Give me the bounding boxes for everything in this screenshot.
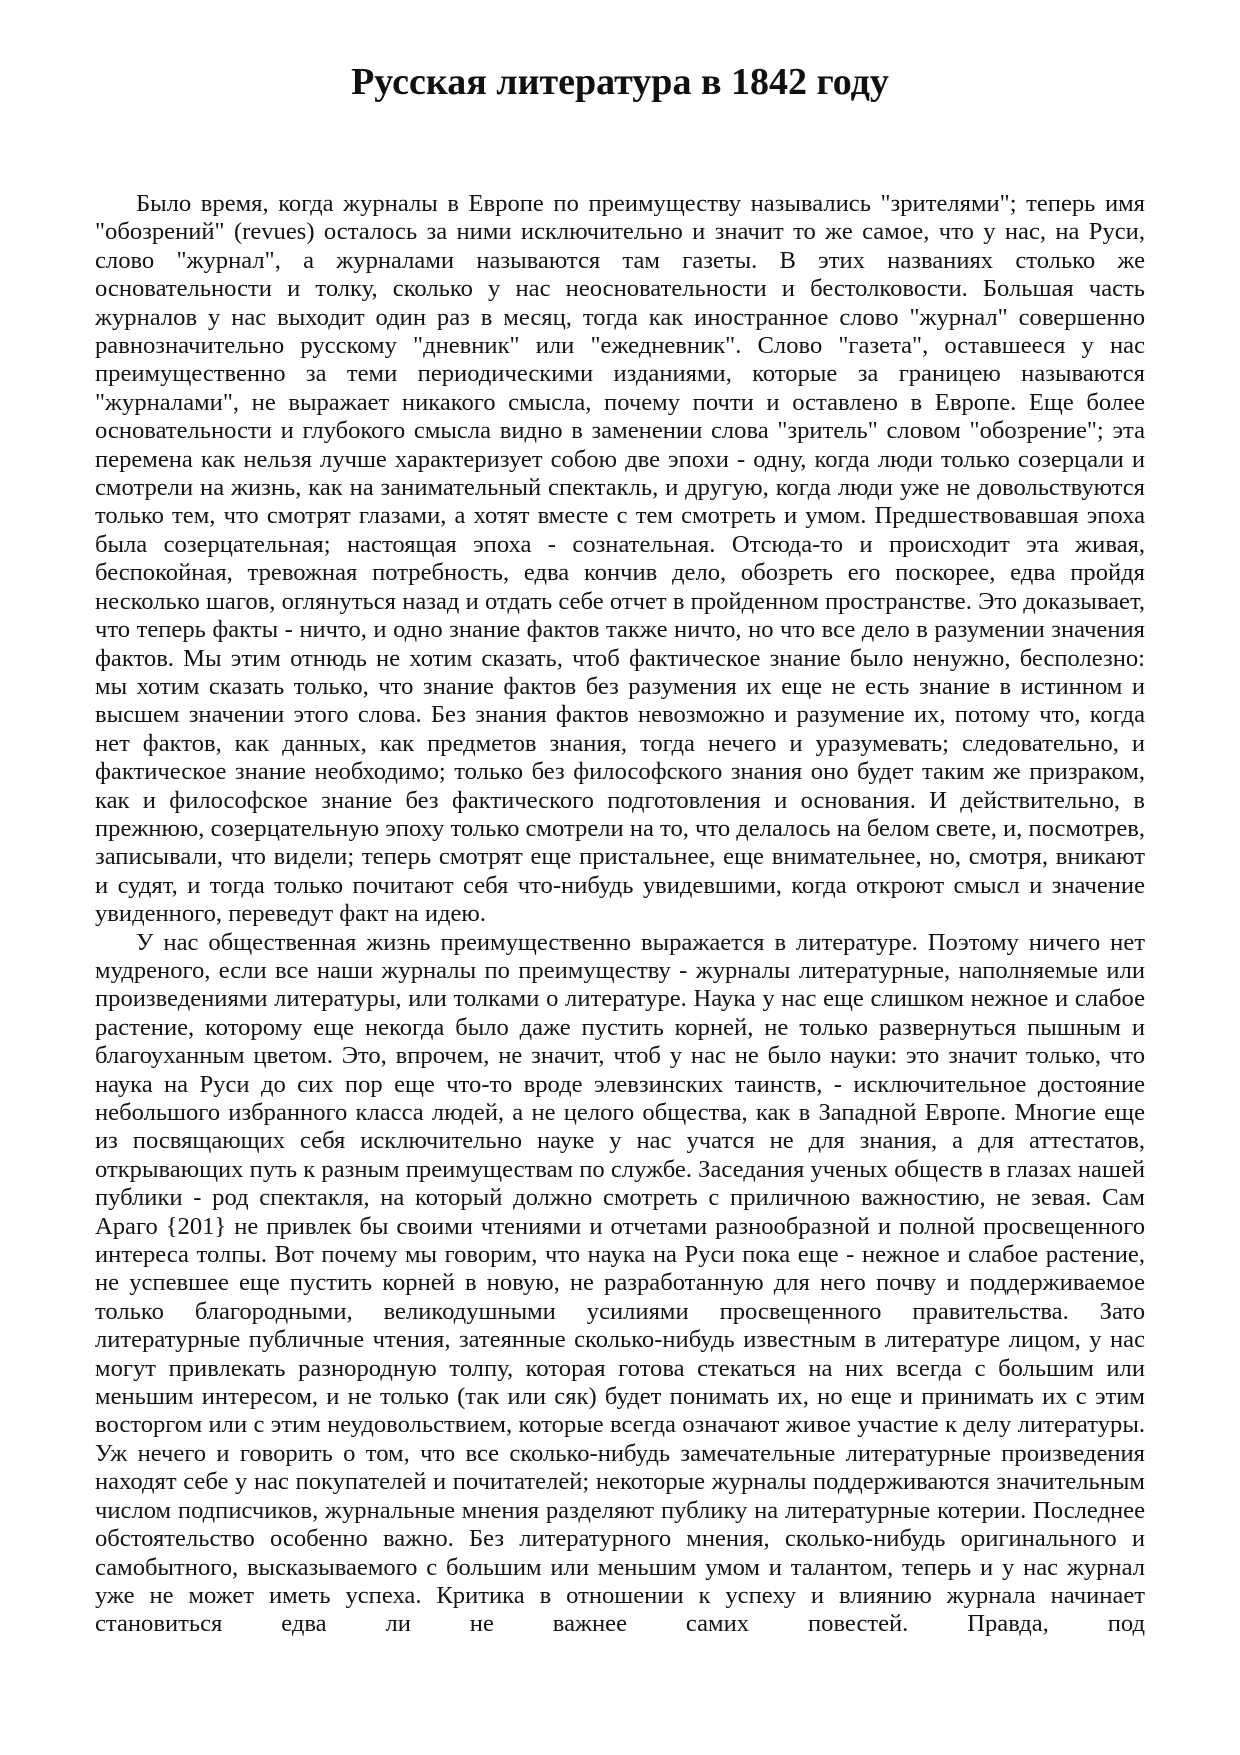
article-body <box>95 190 1145 1639</box>
paragraph-2: У нас общественная жизнь преимущественно выражается в литературе. Поэтому ничего нет мудреного, если все наши журналы по преимуществу - журналы литературные, наполняемые или произведениями литературы, или толками о литературе. Наука у нас еще слишком нежное и слабое растение, которому еще некогда было даже пустить корней, не только развернуться пышным и благоуханным цветом. Это, впрочем, не значит, чтоб у нас не было науки: это значит только, что наука на Руси до сих пор еще что-то вроде элевзинских таинств, - исключительное достояние небольшого избранного класса людей, а не целого общества, как в Западной Европе. Многие еще из посвящающих себя исключительно науке у нас учатся не для знания, а для аттестатов, открывающих путь к разным преимуществам по службе. Заседания ученых обществ в глазах нашей публики - род спектакля, на который должно смотреть с приличною важностию, не зевая. Сам Араго {201} не привлек бы своими чтениями и отчетами разнообразной и полной просвещенного интереса толпы. Вот почему мы говорим, что наука на Руси пока еще - нежное и слабое растение, не успевшее еще пустить корней в новую, не разработанную для него почву и поддерживаемое только благородными, великодушными усилиями просвещенного правительства. Зато литературные публичные чтения, затеянные сколько-нибудь известным в литературе лицом, у нас могут привлекать разнородную толпу, которая готова стекаться на них всегда с большим или меньшим интересом, и не только (так или сяк) будет понимать их, но еще и принимать их с этим восторгом или с этим неудовольствием, которые всегда означают живое участие к делу литературы. Уж нечего и говорить о том, что все сколько-нибудь замечательные литературные произведения находят себе у нас покупателей и почитателей; некоторые журналы поддерживаются значительным числом подписчиков, журнальные мнения разделяют публику на литературные котерии. Последнее обстоятельство особенно важно. Без литературного мнения, сколько-нибудь оригинального и самобытного, высказываемого с большим или меньшим умом и талантом, теперь и у нас журнал уже не может иметь успеха. Критика в отношении к успеху и влиянию журнала начинает становиться едва ли не важнее самих повестей. Правда, под <box>95 928 1145 1638</box>
paragraph-1: Было время, когда журналы в Европе по преимуществу назывались "зрителями"; теперь имя "обозрений" (revues) осталось за ними исключительно и значит то же самое, что у нас, на Руси, слово "журнал", а журналами называются там газеты. В этих названиях столько же основательности и толку, сколько у нас неосновательности и бестолковости. Большая часть журналов у нас выходит один раз в месяц, тогда как иностранное слово "журнал" совершенно равнозначительно русскому "дневник" или "ежедневник". Слово "газета", оставшееся у нас преимущественно за теми периодическими изданиями, которые за границею называются "журналами", не выражает никакого смысла, почему почти и оставлено в Европе. Еще более основательности и глубокого смысла видно в заменении слова "зритель" словом "обозрение"; эта перемена как нельзя лучше характеризует собою две эпохи - одну, когда люди только созерцали и смотрели на жизнь, как на занимательный спектакль, и другую, когда люди уже не довольствуются только тем, что смотрят глазами, а хотят вместе с тем смотреть и умом. Предшествовавшая эпоха была созерцательная; настоящая эпоха - сознательная. Отсюда-то и происходит эта живая, беспокойная, тревожная потребность, едва кончив дело, обозреть его поскорее, едва пройдя несколько шагов, оглянуться назад и отдать себе отчет в пройденном пространстве. Это доказывает, что теперь факты - ничто, и одно знание фактов также ничто, но что все дело в разумении значения фактов. Мы этим отнюдь не хотим сказать, чтоб фактическое знание было ненужно, бесполезно: мы хотим сказать только, что знание фактов без разумения их еще не есть знание в истинном и высшем значении этого слова. Без знания фактов невозможно и разумение их, потому что, когда нет фактов, как данных, как предметов знания, тогда нечего и уразумевать; следовательно, и фактическое знание необходимо; только без философского знания оно будет таким же призраком, как и философское знание без фактического подготовления и основания. И действительно, в прежнюю, созерцательную эпоху только смотрели на то, что делалось на белом свете, и, посмотрев, записывали, что видели; теперь смотрят еще пристальнее, еще внимательнее, но, смотря, вникают и судят, и тогда только почитают себя что-нибудь увидевшими, когда откроют смысл и значение увиденного, переведут факт на идею. <box>95 190 1146 928</box>
page-title: Русская литература в 1842 году <box>351 61 889 103</box>
